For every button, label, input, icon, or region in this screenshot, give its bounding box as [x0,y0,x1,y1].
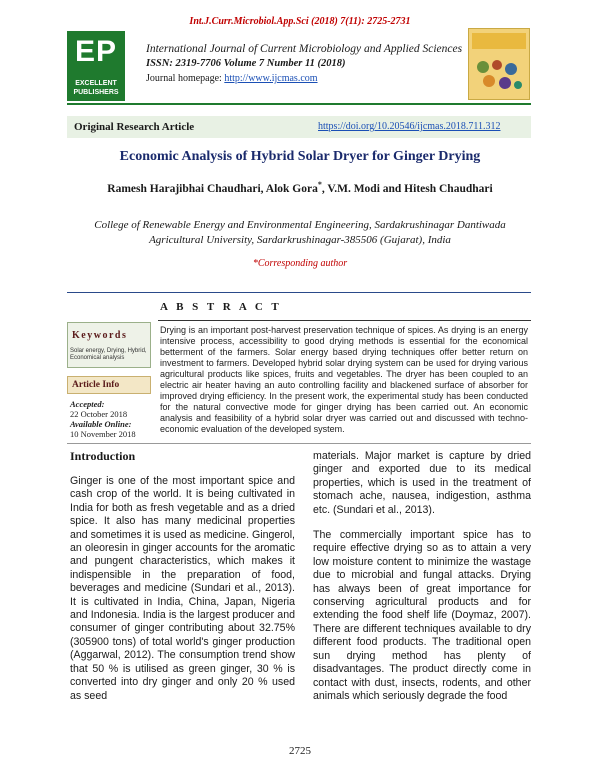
logo-caption: EXCELLENT PUBLISHERS [73,80,119,96]
keywords-heading: Keywords [72,330,128,341]
header-divider [67,103,531,105]
abstract-heading: A B S T R A C T [160,301,282,313]
doi-link[interactable]: https://doi.org/10.20546/ijcmas.2018.711.312 [318,121,501,132]
body-paragraph: materials. Major market is capture by dried ginger and exported due to its medical properties, which is used in the treatment of stomach ache, nausea, indigestion, asthma etc. (Sundari et al., 2013). [313,450,531,516]
abstract-rule [158,320,531,321]
body-column-right [313,450,531,703]
homepage-link[interactable]: http://www.ijcmas.com [224,73,318,84]
keywords-list: Solar energy, Drying, Hybrid, Economical analysis [70,348,147,361]
logo-letters: EP [74,35,118,68]
body-paragraph: The commercially important spice has to require effective drying so as to attain a very low moisture content to minimize the wastage due to microbial and fungal attacks. Drying has always been of great importance for conserving agricultural products and for extending the food shelf life (Doymaz, 2007). There are different techniques available to dry different food products. The traditional open sun drying method has plenty of disadvantages. The product directly come in contact with dust, insects, rodents, and other animals which seriously degrade the food [313,529,531,702]
authors-first: Ramesh Harajibhai Chaudhari, Alok Gora [107,182,318,195]
authors-rest: , V.M. Modi and Hitesh Chaudhari [321,182,493,195]
online-date: 10 November 2018 [70,429,136,439]
section-divider [67,292,531,293]
journal-title: International Journal of Current Microbiology and Applied Sciences [146,43,463,55]
accepted-label: Accepted: [70,399,105,409]
homepage-label: Journal homepage: [146,73,225,84]
affiliation: College of Renewable Energy and Environmental Engineering, Sardakrushinagar Dantiwada Agricultural University, Sardarkrushinagar-385506 (Gujarat), India [94,219,506,246]
body-column-left [70,475,295,703]
paper-title: Economic Analysis of Hybrid Solar Dryer for Ginger Drying [119,149,481,164]
corresponding-mark: * [317,180,322,189]
journal-homepage [146,73,318,84]
journal-cover-icon [468,28,530,100]
online-label: Available Online: [70,419,132,429]
publisher-logo [67,31,125,101]
article-type: Original Research Article [74,121,195,133]
author-list [0,180,600,195]
corresponding-author-note: *Corresponding author [252,258,348,269]
accepted-date: 22 October 2018 [70,409,128,419]
running-citation: Int.J.Curr.Microbiol.App.Sci (2018) 7(11): 2725-2731 [189,16,411,27]
article-dates [70,399,154,439]
body-paragraph: Ginger is one of the most important spice and cash crop of the world. It is being cultivated in India for both as fresh vegetable and as a dried spice. It also has many medicinal properties and sometimes it is used as medicine. Gingerol, an oleoresin in ginger accounts for the aromatic and pungent characteristics, which makes it indispensible in the preparation of food, beverages and medicine (Sundari et al., 2013). It is cultivated in India, China, Japan, Nigeria and Indonesia. India is the largest producer and consumer of ginger contributing about 32.75% (305900 tons) of total world's ginger production (Aggarwal, 2012). The consumption trend show that 50 % is utilised as green ginger, 30 % is converted into dry ginger and only 20 % used as seed [70,475,295,702]
article-info-heading: Article Info [72,380,120,390]
issn-line: ISSN: 2319-7706 Volume 7 Number 11 (2018) [146,58,346,69]
page-number: 2725 [289,745,311,757]
abstract-bottom-rule [67,443,531,444]
abstract-text: Drying is an important post-harvest preservation technique of spices. As drying is an energy intensive process, accessibility to good drying methods is essential for the economical betterment of the farmers. Solar energy based drying techniques offer better return on investment to farmers. Developed hybrid solar drying system can be used for drying various agricultural products like spices, fruits and vegetables. The dryer has been coupled to an electric air heater having an auto controlling facility and blackened surface of absorber for improved drying efficiency. In the present work, the experimental study has been conducted for the natural convective mode for ginger drying has been carried out. An economic analysis and feasibility of a hybrid solar dryer was carried out and discussed with techno-economic evaluation of the developed system. [160,325,528,434]
introduction-heading: Introduction [70,449,136,463]
